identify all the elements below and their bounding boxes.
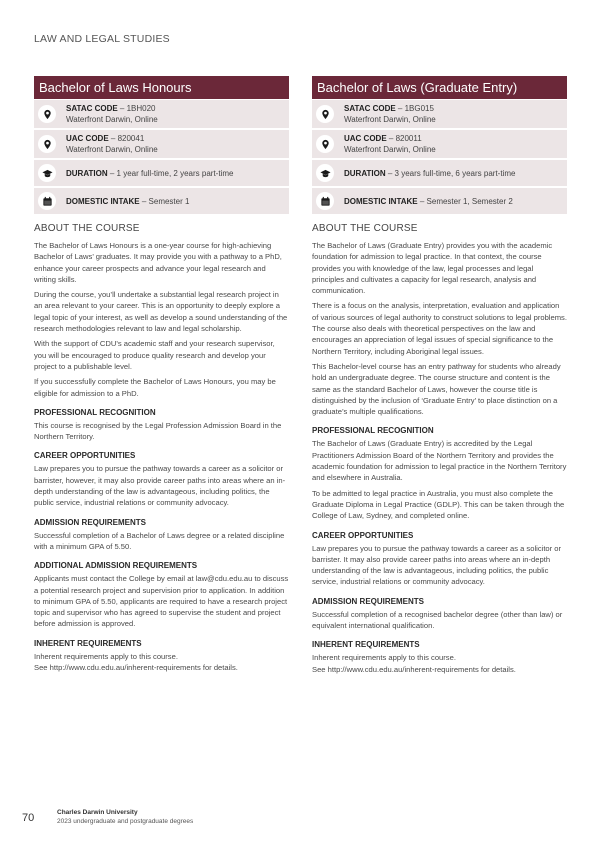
about-heading: ABOUT THE COURSE	[312, 223, 418, 234]
section-paragraph: Successful completion of a recognised bachelor degree (other than law) or equivalent international qualification.	[312, 609, 563, 631]
section-heading: PROFESSIONAL RECOGNITION	[34, 407, 156, 417]
course-column-graduate-entry	[312, 76, 567, 679]
section-paragraph: Law prepares you to pursue the pathway towards a career as a solicitor or barrister, however, it may also provide career paths into areas where an in-depth understanding of the law is advantageous, including politics, the public service, industrial relations or community advocacy.	[34, 464, 286, 508]
location-pin-icon	[38, 135, 56, 153]
section-paragraph: Inherent requirements apply to this course.	[312, 653, 456, 663]
course-title: Bachelor of Laws (Graduate Entry)	[312, 76, 567, 99]
satac-value: – 1BH020	[117, 104, 156, 113]
section-heading: CAREER OPPORTUNITIES	[34, 451, 136, 461]
section-paragraph: To be admitted to legal practice in Australia, you must also complete the Graduate Diploma in Legal Practice (GDLP). This can be taken through the College of Law, Sydney, and completed online.	[312, 488, 565, 521]
location-pin-icon	[38, 105, 56, 123]
about-paragraph: The Bachelor of Laws Honours is a one-year course for high-achieving Bachelor of Laws’ graduates. It may provide you with a pathway to a PhD, enhance your career prospects and advance your legal research and writing skills.	[34, 241, 282, 284]
about-paragraph: With the support of CDU’s academic staff and your research supervisor, you will be encouraged to produce quality research and develop your project to a publishable level.	[34, 339, 275, 371]
section-paragraph: Successful completion of a Bachelor of Laws degree or a related discipline with a minimum GPA of 5.50.	[34, 530, 285, 551]
duration-label: DURATION	[344, 168, 386, 178]
intake-label: DOMESTIC INTAKE	[344, 196, 418, 206]
duration-label: DURATION	[66, 168, 108, 178]
about-paragraph: During the course, you’ll undertake a substantial legal research project in an area relevant to your career. This is an opportunity to deeply explore a legal topic of your interest, as well as develop a sound understanding of the research methodologies relevant to law and legal scholarship.	[34, 290, 288, 334]
intake-row	[34, 188, 289, 214]
uac-code-row	[312, 130, 567, 158]
intake-label: DOMESTIC INTAKE	[66, 196, 140, 206]
satac-label: SATAC CODE	[344, 104, 396, 113]
section-heading: CAREER OPPORTUNITIES	[312, 530, 414, 540]
satac-campus: Waterfront Darwin, Online	[344, 115, 436, 124]
duration-value: – 1 year full-time, 2 years part-time	[107, 168, 234, 178]
section-paragraph: The Bachelor of Laws (Graduate Entry) is accredited by the Legal Practitioners Admission Board of the Northern Territory and provides the academic foundation for admission to legal practice in the Northern Territory and elsewhere in Australia.	[312, 439, 567, 483]
uac-value: – 820041	[108, 134, 145, 143]
inherent-requirements-link[interactable]: See http://www.cdu.edu.au/inherent-requirements for details.	[312, 664, 516, 674]
about-heading: ABOUT THE COURSE	[34, 223, 140, 234]
graduation-cap-icon	[316, 164, 334, 182]
satac-code-row	[312, 100, 567, 128]
intake-value: – Semester 1	[139, 196, 190, 206]
section-heading: ADMISSION REQUIREMENTS	[34, 517, 147, 527]
section-heading: PROFESSIONAL RECOGNITION	[312, 426, 434, 436]
satac-code-row	[34, 100, 289, 128]
section-heading: INHERENT REQUIREMENTS	[34, 638, 142, 648]
footer-subtitle: 2023 undergraduate and postgraduate degrees	[57, 818, 194, 825]
duration-row	[312, 160, 567, 186]
section-paragraph: This course is recognised by the Legal Profession Admission Board in the Northern Territory.	[34, 420, 282, 442]
footer-university: Charles Darwin University	[57, 809, 138, 816]
uac-label: UAC CODE	[344, 134, 387, 143]
location-pin-icon	[316, 135, 334, 153]
satac-label: SATAC CODE	[66, 104, 118, 113]
graduation-cap-icon	[38, 164, 56, 182]
uac-label: UAC CODE	[66, 134, 109, 143]
intake-row	[312, 188, 567, 214]
course-title: Bachelor of Laws Honours	[34, 76, 289, 99]
calendar-icon	[38, 192, 56, 210]
section-label: LAW AND LEGAL STUDIES	[34, 33, 170, 45]
intake-value: – Semester 1, Semester 2	[417, 196, 513, 206]
duration-value: – 3 years full-time, 6 years part-time	[385, 168, 516, 178]
about-paragraph: There is a focus on the analysis, interpretation, evaluation and application of various sources of legal authority to construct solutions to legal problems. The course also deals with theoretical perspectives on the law and encourages an appreciation of legal issues of special significance to the Northern Territory, including Aboriginal legal issues.	[312, 301, 567, 356]
location-pin-icon	[316, 105, 334, 123]
satac-campus: Waterfront Darwin, Online	[66, 115, 158, 124]
uac-value: – 820011	[386, 134, 422, 143]
section-paragraph: Law prepares you to pursue the pathway towards a career as a solicitor or barrister. It may also provide career paths into areas where an in-depth understanding of the law is advantageous, including politics, the public service, industrial relations or community advocacy.	[312, 543, 562, 587]
satac-value: – 1BG015	[395, 104, 434, 113]
section-heading: ADDITIONAL ADMISSION REQUIREMENTS	[34, 561, 198, 571]
section-paragraph: Inherent requirements apply to this course.	[34, 651, 178, 661]
course-column-honours	[34, 76, 289, 677]
duration-row	[34, 160, 289, 186]
about-paragraph: If you successfully complete the Bachelor of Laws Honours, you may be eligible for admission to a PhD.	[34, 377, 276, 398]
section-paragraph: Applicants must contact the College by email at law@cdu.edu.au to discuss a potential research project and supervision prior to application. In addition to minimum GPA of 5.50, applicants are required to have a research project topic and supervisor who has agreed to supervise the student and project before admission is approved.	[34, 574, 289, 629]
section-heading: ADMISSION REQUIREMENTS	[312, 596, 425, 606]
uac-code-row	[34, 130, 289, 158]
calendar-icon	[316, 192, 334, 210]
about-paragraph: The Bachelor of Laws (Graduate Entry) provides you with the academic foundation for admission to legal practice. In that context, the course provides you with knowledge of the law, legal processes and legal principles and cultivates a capacity for legal research, analysis and communication.	[312, 241, 553, 296]
uac-campus: Waterfront Darwin, Online	[344, 145, 436, 154]
page-number: 70	[22, 812, 35, 824]
about-paragraph: This Bachelor-level course has an entry pathway for students who already hold an undergraduate degree. The course structure and content is the same as the standard Bachelor of Laws, however the course title is distinguished by the inclusion of ‘Graduate Entry’ to place distinction on a graduate’s multiple qualifications.	[312, 361, 561, 417]
uac-campus: Waterfront Darwin, Online	[66, 145, 158, 154]
inherent-requirements-link[interactable]: See http://www.cdu.edu.au/inherent-requirements for details.	[34, 663, 238, 673]
section-heading: INHERENT REQUIREMENTS	[312, 640, 420, 650]
